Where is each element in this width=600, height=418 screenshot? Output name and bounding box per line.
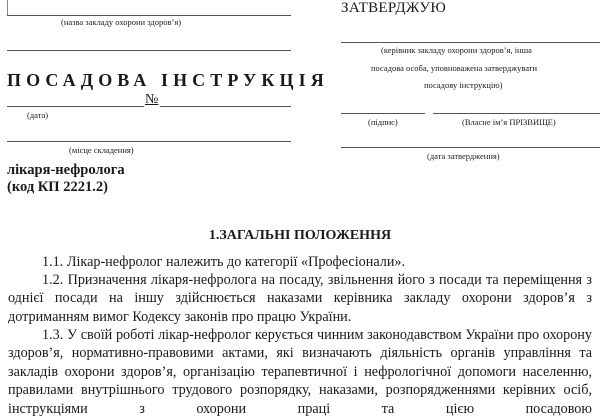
institution-box-left-edge — [7, 0, 8, 16]
approve-label: ЗАТВЕРДЖУЮ — [341, 0, 447, 16]
date-caption: (дата) — [27, 110, 49, 120]
full-name-caption: (Власне ім’я ПРІЗВИЩЕ) — [462, 117, 556, 127]
head-name-field[interactable] — [341, 42, 600, 43]
full-name-field[interactable] — [433, 113, 600, 114]
paragraph-1-3: 1.3. У своїй роботі лікар-нефролог керується чинним законодавством України про охорону здоров’я, нормативно-правовими актами, які визначають діяльність органів управління та закладів охорони здоров’я, організацію терапевтичної і нефрологічної допомоги населенню, правилами внутрішнього трудового розпорядку, наказами, розпорядженнями керівних осіб, інструкціями з охорони праці та цією посадовою — [8, 327, 592, 417]
head-caption-line-2: посадова особа, уповноважена затверджувати — [371, 63, 538, 73]
institution-name-field-2[interactable] — [7, 50, 291, 51]
institution-caption: (назва закладу охорони здоров’я) — [61, 17, 182, 27]
approval-date-caption: (дата затвердження) — [427, 151, 500, 161]
position-name: лікаря-нефролога — [7, 162, 125, 178]
document-title: ПОСАДОВА ІНСТРУКЦІЯ — [7, 70, 329, 90]
signature-caption: (підпис) — [368, 117, 398, 127]
institution-name-field[interactable] — [7, 15, 291, 16]
number-field[interactable] — [160, 106, 291, 107]
place-caption: (місце складення) — [69, 145, 134, 155]
head-caption-line-1: (керівник закладу охорони здоров’я, інша — [381, 45, 532, 55]
place-field[interactable] — [7, 141, 291, 142]
paragraph-1-2: 1.2. Призначення лікаря-нефролога на посаду, звільнення його з посади та переміщення з однієї посади на іншу здійснюється наказами керівника закладу охорони здоров’я з дотриманням вимог Кодексу законів про працю України. — [8, 272, 592, 325]
paragraph-1-1: 1.1. Лікар-нефролог належить до категорії «Професіонали». — [42, 254, 406, 270]
signature-field[interactable] — [341, 113, 425, 114]
position-code: (код КП 2221.2) — [7, 179, 108, 195]
section-heading: 1.ЗАГАЛЬНІ ПОЛОЖЕННЯ — [208, 228, 392, 243]
date-field[interactable] — [7, 106, 144, 107]
number-sign: № — [145, 92, 159, 107]
head-caption-line-3: посадову інструкцію) — [424, 80, 503, 90]
approval-date-field[interactable] — [341, 147, 600, 148]
